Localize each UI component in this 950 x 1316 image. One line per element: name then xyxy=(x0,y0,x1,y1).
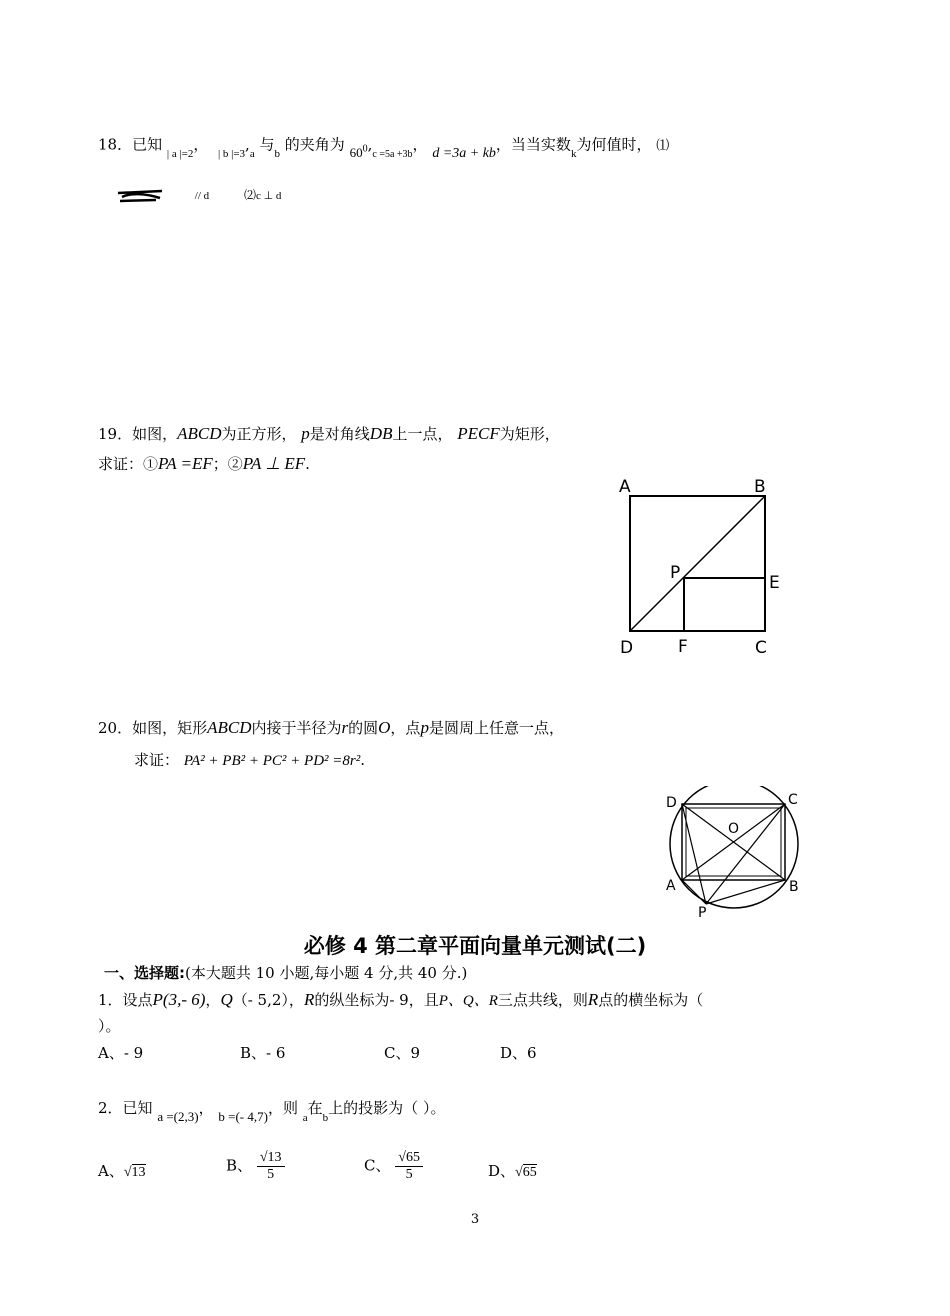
label-c: C xyxy=(788,792,798,808)
q18-a-magnitude: | a |=2 xyxy=(166,148,194,161)
q18-which: 为何值时， xyxy=(576,135,652,154)
q1-option-d: D、6 xyxy=(500,1044,537,1062)
q18-number: 18．已知 xyxy=(98,135,163,154)
q1-text3: 点的横坐标为（ xyxy=(598,991,704,1009)
q2-projection-text: 上的投影为（ ）。 xyxy=(328,1099,446,1117)
q19-point: 上一点， xyxy=(392,425,453,443)
q18-angle-text: 的夹角为 xyxy=(284,135,345,154)
q19-separator: ；② xyxy=(212,455,243,473)
label-c: C xyxy=(755,638,767,658)
q18-perpendicular: c ⊥ d xyxy=(255,190,282,202)
q20-end: . xyxy=(360,751,366,769)
q2-vector-b: b =(- 4,7) xyxy=(218,1109,268,1124)
q2-option-b-denominator: 5 xyxy=(267,1167,275,1182)
q2-option-b-numerator: 13 xyxy=(267,1150,282,1165)
q18-d-definition: d =3a + kb xyxy=(432,146,496,162)
q20-r: r xyxy=(341,718,349,737)
segment-pa xyxy=(682,880,706,904)
q18-part2-marker: ⑵ xyxy=(243,188,256,202)
q1-option-a: A、- 9 xyxy=(98,1044,144,1062)
q1-text2: 三点共线，则 xyxy=(497,991,588,1009)
q2-option-b-label: B、 xyxy=(226,1156,253,1175)
q19-number: 19．如图， xyxy=(98,425,178,443)
q19-figure xyxy=(612,472,792,662)
q20-point: ，点 xyxy=(390,719,421,737)
label-e: E xyxy=(769,573,780,593)
label-p: P xyxy=(698,905,707,921)
q18-a-symbol: a xyxy=(249,148,255,161)
q2-then: ，则 xyxy=(267,1099,298,1117)
q18-when: ，当当实数 xyxy=(495,135,571,154)
q20-number: 20．如图，矩形 xyxy=(98,719,208,737)
label-a: A xyxy=(666,878,676,894)
q19-on-diagonal: 是对角线 xyxy=(309,425,370,443)
rectangle-pecf xyxy=(684,578,765,631)
q2-b-symbol: b xyxy=(322,1112,329,1124)
q2-option-a-value: 13 xyxy=(131,1165,146,1180)
label-f: F xyxy=(678,637,688,657)
q19-rectangle: 为矩形， xyxy=(499,425,560,443)
q20-equation: PA² + PB² + PC² + PD² =8r² xyxy=(183,753,361,769)
q19-end: . xyxy=(305,455,310,473)
q19-abcd: ABCD xyxy=(177,424,222,443)
q20-o: O xyxy=(378,718,391,737)
q2-vector-a: a =(2,3) xyxy=(157,1109,199,1124)
label-a: A xyxy=(619,477,631,497)
segment-pb xyxy=(706,880,785,904)
q20-circle: 的圆 xyxy=(348,719,379,737)
q19-p: p xyxy=(301,424,310,443)
q19-equation1: PA =EF xyxy=(158,454,213,473)
q18-c-definition: c =5a +3b xyxy=(372,149,413,161)
q1-option-c: C、9 xyxy=(384,1044,421,1062)
q2-a-symbol: a xyxy=(302,1112,308,1124)
q18-part1-marker: ⑴ xyxy=(656,138,670,154)
diagonal-db xyxy=(630,496,765,631)
q2-option-d-label: D、 xyxy=(488,1162,516,1180)
q1-r2: R xyxy=(587,990,599,1009)
q20-any: 是圆周上任意一点， xyxy=(428,719,564,737)
q1-number: 1．设点 xyxy=(98,991,153,1009)
q18-line2 xyxy=(116,184,281,206)
label-d: D xyxy=(666,795,677,811)
label-b: B xyxy=(754,477,766,497)
label-o: O xyxy=(728,821,740,837)
q1-text1: 的纵坐标为- 9，且 xyxy=(314,991,439,1009)
q1-pqr: P、Q、R xyxy=(438,993,498,1009)
q2-option-b: B、 $\frac{√13}{5}$ xyxy=(226,1150,285,1183)
q18-line1: 18．已知 $_{| a |=2}$， $_{| b |=3},_a$ 与$_b$ 的夹角为 $60^0,_{c =5a +3b}$， d =3a + kb，当当实数$_k$为何值时， ⑴ xyxy=(98,135,670,162)
q20-figure xyxy=(660,786,810,922)
q20-p: p xyxy=(420,718,429,737)
q19-pecf: PECF xyxy=(457,424,500,443)
q1-comma: ， xyxy=(205,991,221,1009)
section-note: (本大题共 10 小题,每小题 4 分,共 40 分.) xyxy=(185,964,468,982)
q18-angle: 60 xyxy=(349,145,363,161)
q2-option-c: C、 $\frac{√65}{5}$ xyxy=(364,1150,423,1183)
label-p: P xyxy=(670,563,681,583)
q18-with: 与 xyxy=(259,135,275,154)
test-title: 必修 4 第二章平面向量单元测试(二) xyxy=(303,934,647,958)
q18-k: k xyxy=(570,148,577,161)
q20-line2 xyxy=(134,750,365,771)
q19-equation2: PA ⊥ EF xyxy=(242,454,306,473)
q1-point-p: P(3,- 6) xyxy=(152,990,206,1009)
q20-inscribed: 内接于半径为 xyxy=(251,719,342,737)
q20-prove: 求证： xyxy=(134,751,180,769)
label-d: D xyxy=(620,638,634,658)
q20-line1 xyxy=(98,718,564,738)
q2-option-a: A、√13 xyxy=(98,1162,146,1180)
q19-db: DB xyxy=(369,424,393,443)
q20-abcd: ABCD xyxy=(207,718,252,737)
q2-comma: ， xyxy=(198,1099,214,1117)
q1-point-q: Q xyxy=(220,990,233,1009)
q18-b-magnitude: | b |=3 xyxy=(217,148,246,161)
q18-comma: ， xyxy=(193,135,209,154)
q18-b-symbol: b xyxy=(274,148,281,161)
q2-option-c-numerator: 65 xyxy=(405,1150,420,1165)
q2-option-d-value: 65 xyxy=(522,1165,537,1180)
q2-option-a-label: A、 xyxy=(98,1162,124,1180)
section-heading xyxy=(104,962,467,983)
q2-option-c-denominator: 5 xyxy=(405,1167,413,1182)
q18-parallel: // d xyxy=(194,190,210,202)
section-label: 一、选择题: xyxy=(104,964,185,982)
q1-line2: ）。 xyxy=(98,1017,121,1035)
q2-on: 在 xyxy=(307,1099,323,1117)
q1-line1: 1．设点P(3,- 6)，Q（- 5,2），R的纵坐标为- 9，且P、Q、R三点共线，则R点的横坐标为（ xyxy=(98,990,704,1009)
q18-degree: 0 xyxy=(362,144,368,155)
q2-option-d: D、√65 xyxy=(488,1162,537,1180)
q1-q-coordinate: （- 5,2） xyxy=(232,991,289,1009)
q19-prove: 求证：① xyxy=(98,455,159,473)
q18-blot-mark xyxy=(116,185,168,205)
q19-line1 xyxy=(98,424,560,444)
q2-option-c-label: C、 xyxy=(364,1156,391,1175)
q2-line1 xyxy=(98,1098,446,1124)
page-number: 3 xyxy=(470,1212,480,1227)
q1-r: R xyxy=(303,990,315,1009)
label-b: B xyxy=(789,879,799,895)
q1-option-b: B、- 6 xyxy=(240,1044,286,1062)
q2-number: 2．已知 xyxy=(98,1099,153,1117)
q19-square: 为正方形， xyxy=(221,425,297,443)
q19-line2 xyxy=(98,454,310,474)
